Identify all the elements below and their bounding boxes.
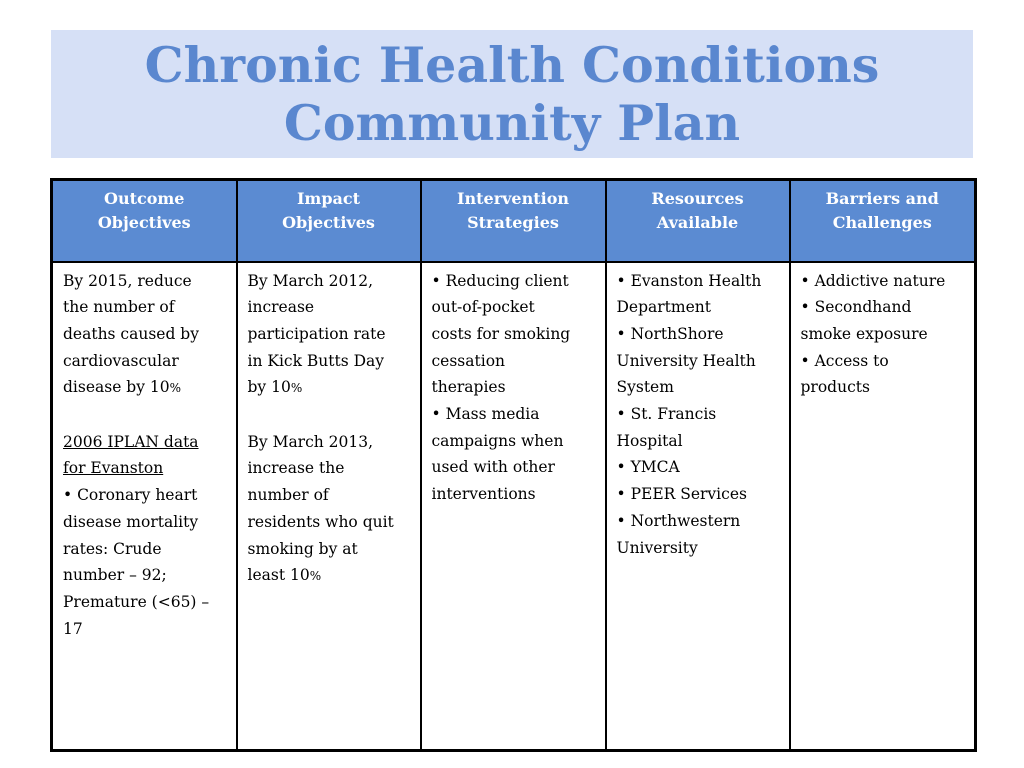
cell-text-line: interventions: [431, 485, 536, 504]
header-impact-objectives: [237, 180, 421, 262]
cell-text-line: • Reducing client: [431, 271, 569, 290]
cell-text-line: By 2015, reduce: [63, 271, 192, 290]
cell-text-line: out-of-pocket: [431, 298, 535, 317]
cell-text-line: Department: [616, 298, 711, 317]
title-band: [51, 30, 973, 158]
header-text-line: Resources: [651, 189, 744, 208]
cell-text-line: • Access to: [800, 351, 889, 370]
header-text-line: Objectives: [97, 213, 191, 232]
paragraph-gap: [248, 402, 414, 429]
cell-resources-available: [606, 262, 790, 751]
header-text-line: Outcome: [104, 189, 185, 208]
cell-text-line: System: [616, 378, 674, 397]
cell-text-line: University Health: [616, 351, 756, 370]
cell-text-line: Premature (<65) –: [63, 592, 210, 611]
cell-text-line: increase the: [247, 459, 345, 478]
table-row: [52, 262, 976, 751]
cell-text-line: By March 2013,: [247, 432, 374, 451]
page-title-line-2: Community Plan: [283, 94, 741, 152]
cell-text-line: [63, 374, 230, 402]
page-title-line-1: Chronic Health Conditions: [144, 36, 880, 94]
cell-text-line: increase: [247, 298, 315, 317]
header-resources-available: [606, 180, 790, 262]
cell-text-line: costs for smoking: [431, 324, 571, 343]
percent-sign: %: [290, 381, 303, 396]
cell-text-line: University: [616, 538, 698, 557]
cell-text-line: Hospital: [616, 431, 683, 450]
cell-text-fragment: least 10: [247, 566, 310, 585]
cell-text-line: • Secondhand: [800, 298, 912, 317]
cell-outcome-objectives: [52, 262, 237, 751]
cell-text-line: [248, 562, 414, 590]
header-text-line: Intervention: [457, 189, 569, 208]
iplan-data-heading: for Evanston: [63, 459, 164, 478]
cell-text-line: therapies: [431, 378, 506, 397]
cell-text-line: • PEER Services: [616, 485, 747, 504]
cell-text-line: in Kick Butts Day: [247, 351, 385, 370]
header-outcome-objectives: [52, 180, 237, 262]
cell-text-fragment: by 10: [247, 378, 291, 397]
cell-text-line: • Northwestern: [616, 511, 741, 530]
cell-text-fragment: disease by 10: [63, 378, 170, 397]
cell-text-line: the number of: [63, 298, 175, 317]
iplan-data-heading: 2006 IPLAN data: [63, 432, 199, 451]
cell-text-line: cessation: [431, 351, 506, 370]
cell-text-line: deaths caused by: [63, 324, 199, 343]
cell-barriers-challenges: [790, 262, 976, 751]
cell-text-line: products: [800, 378, 870, 397]
cell-text-line: residents who quit: [247, 512, 394, 531]
percent-sign: %: [169, 381, 182, 396]
cell-text-line: number – 92;: [63, 566, 167, 585]
cell-text-line: smoking by at: [247, 539, 358, 558]
header-intervention-strategies: [421, 180, 606, 262]
cell-text-line: cardiovascular: [63, 351, 179, 370]
header-text-line: Challenges: [832, 213, 932, 232]
cell-intervention-strategies: [421, 262, 606, 751]
cell-text-line: By March 2012,: [247, 271, 374, 290]
header-text-line: Barriers and: [825, 189, 939, 208]
cell-text-line: smoke exposure: [800, 324, 928, 343]
community-plan-table: [50, 178, 977, 752]
cell-text-line: • NorthShore: [616, 324, 724, 343]
header-text-line: Available: [656, 213, 739, 232]
cell-text-line: • St. Francis: [616, 405, 717, 424]
cell-text-line: number of: [247, 486, 329, 505]
cell-text-line: [248, 374, 414, 402]
cell-text-line: • Coronary heart: [63, 486, 198, 505]
cell-text-line: participation rate: [247, 324, 386, 343]
cell-text-line: rates: Crude: [63, 539, 162, 558]
table-header-row: [52, 180, 976, 262]
header-text-line: Objectives: [282, 213, 375, 232]
percent-sign: %: [309, 569, 322, 584]
cell-text-line: • Mass media: [431, 405, 540, 424]
header-text-line: Strategies: [467, 213, 559, 232]
paragraph-gap: [63, 402, 230, 429]
cell-text-line: campaigns when: [431, 431, 564, 450]
cell-text-line: • YMCA: [616, 458, 680, 477]
cell-text-line: • Addictive nature: [800, 271, 946, 290]
cell-text-line: • Evanston Health: [616, 271, 762, 290]
header-barriers-challenges: [790, 180, 976, 262]
cell-text-line: disease mortality: [63, 512, 199, 531]
cell-text-line: used with other: [431, 458, 555, 477]
cell-text-line: 17: [63, 619, 83, 638]
header-text-line: Impact: [296, 189, 361, 208]
cell-impact-objectives: [237, 262, 421, 751]
